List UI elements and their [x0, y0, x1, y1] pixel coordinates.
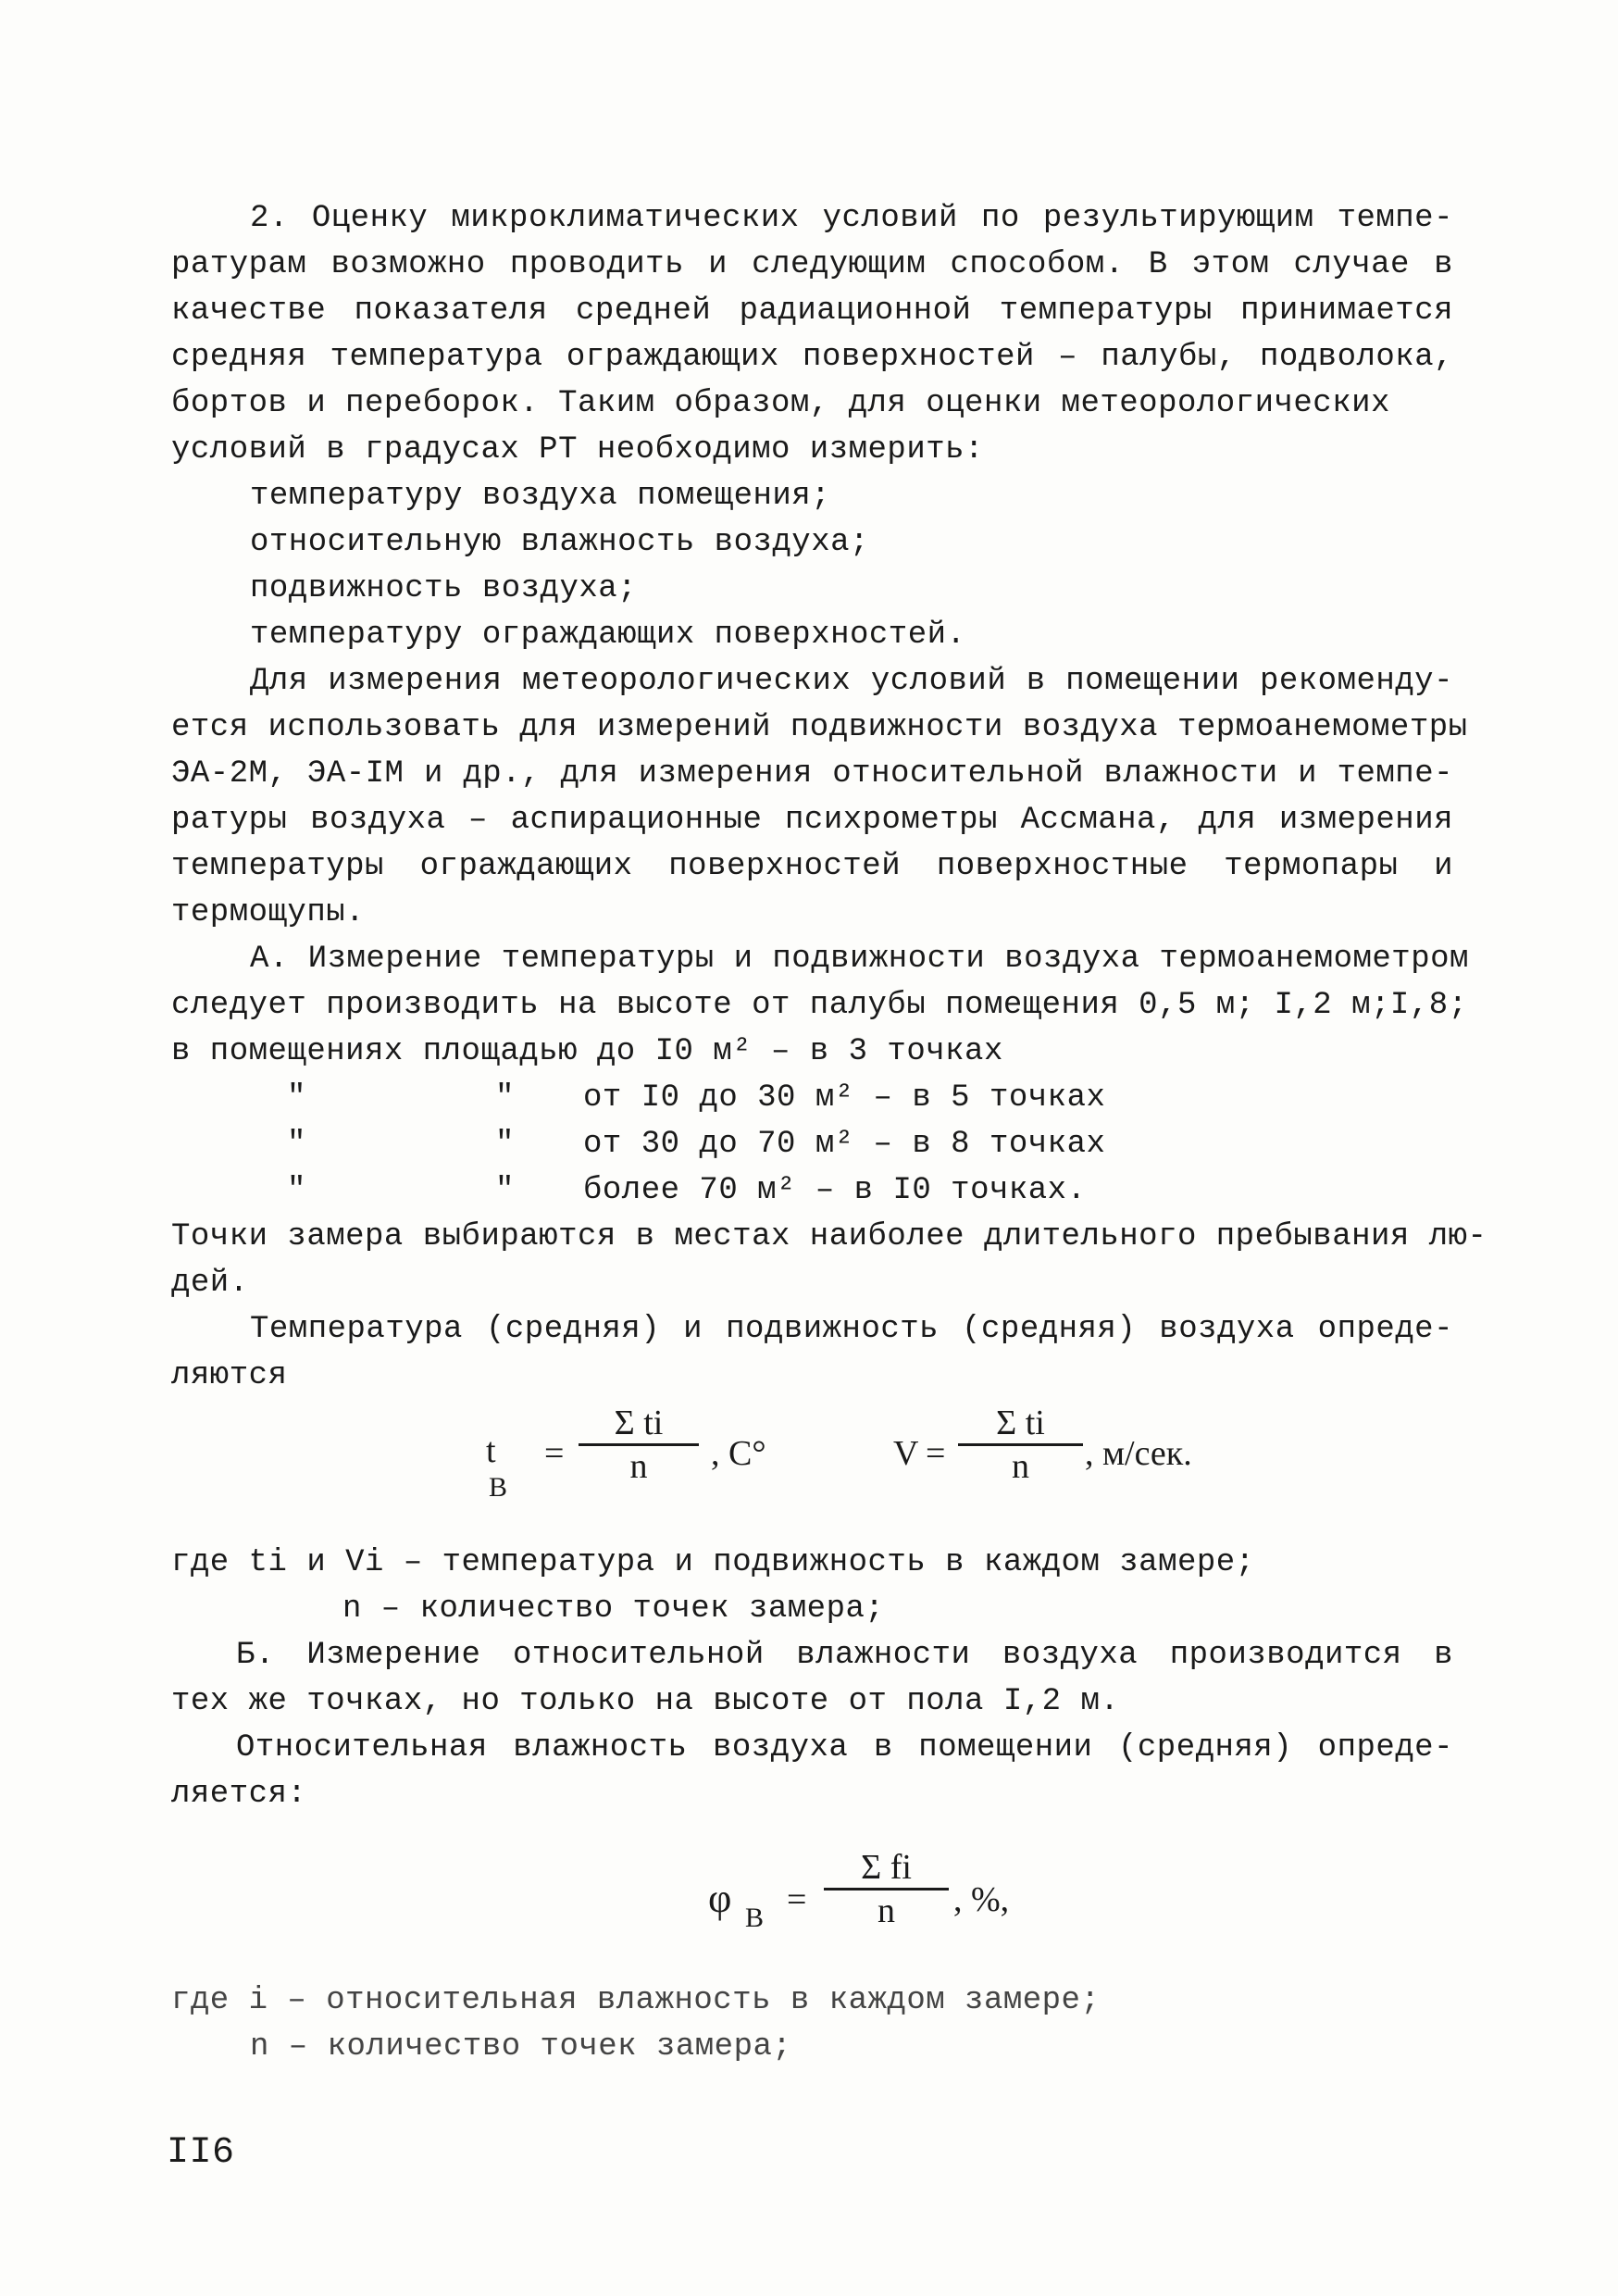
para2-line-3: ЭА-2М, ЭА-IM и др., для измерения относительной влажности и темпе- — [171, 756, 1453, 792]
measure-list-item-4: температуру ограждающих поверхностей. — [250, 618, 966, 653]
para-a-line-2: следует производить на высоте от палубы помещения 0,5 м; I,2 м;I,8; — [171, 988, 1468, 1023]
para-mean-line-2: ляются — [171, 1358, 288, 1393]
formula-unit: , С° — [711, 1434, 766, 1473]
para-b-line-2: тех же точках, но только на высоте от пола I,2 м. — [171, 1684, 1120, 1719]
where1-line-2: n – количество точек замера; — [342, 1591, 885, 1627]
where1-line-1: где ti и Vi – температура и подвижность в каждом замере; — [171, 1545, 1255, 1580]
para-b-line-1: Б. Измерение относительной влажности воздуха производится в — [236, 1638, 1453, 1673]
formula-denominator: n — [1012, 1447, 1029, 1486]
formula-equals: = — [787, 1880, 807, 1919]
ditto-mark: " — [287, 1080, 306, 1116]
page-number: II6 — [167, 2132, 235, 2174]
para2-line-5: температуры ограждающих поверхностей поверхностные термопары и — [171, 849, 1453, 884]
formula-fraction — [579, 1403, 699, 1487]
para-mean-line-1: Температура (средняя) и подвижность (средняя) воздуха опреде- — [250, 1312, 1453, 1347]
ditto-mark: " — [495, 1080, 515, 1116]
para-points-line-2: дей. — [171, 1266, 249, 1301]
para2-line-1: Для измерения метеорологических условий в помещении рекоменду- — [250, 664, 1453, 699]
para2-line-4: ратуры воздуха – аспирационные психрометры Ассмана, для измерения — [171, 803, 1453, 838]
para-rh-line-1: Относительная влажность воздуха в помещении (средняя) опреде- — [236, 1730, 1453, 1766]
formula-denominator: n — [877, 1891, 895, 1930]
para1-line-1: 2. Оценку микроклиматических условий по результирующим темпе- — [250, 201, 1453, 236]
para2-line-6: термощупы. — [171, 895, 366, 930]
formula-equals: = — [544, 1434, 565, 1473]
measure-list-item-3: подвижность воздуха; — [250, 571, 638, 606]
ditto-mark: " — [287, 1127, 306, 1162]
where2-line-2: n – количество точек замера; — [250, 2029, 792, 2065]
formula-unit: , м/сек. — [1085, 1434, 1192, 1473]
para2-line-2: ется использовать для измерений подвижности воздуха термоанемометры — [171, 710, 1468, 745]
formula-fraction — [958, 1403, 1083, 1487]
area-row-text: от 30 до 70 м² – в 8 точках — [583, 1127, 1106, 1162]
where2-line-1: где i – относительная влажность в каждом замере; — [171, 1983, 1101, 2018]
para1-line-2: ратурам возможно проводить и следующим способом. В этом случае в — [171, 247, 1453, 282]
formula-fraction — [824, 1847, 949, 1931]
ditto-mark: " — [287, 1173, 306, 1208]
measure-list-item-1: температуру воздуха помещения; — [250, 479, 831, 514]
formula-equals: = — [926, 1434, 946, 1473]
formula-lhs: t — [486, 1431, 496, 1470]
para1-line-5: бортов и переборок. Таким образом, для оценки метеорологических — [171, 386, 1390, 421]
para1-line-4: средняя температура ограждающих поверхностей – палубы, подволока, — [171, 340, 1453, 375]
para-a-line-3: в помещениях площадью до I0 м² – в 3 точках — [171, 1034, 1003, 1069]
formula-lhs-subscript: В — [489, 1472, 508, 1503]
area-row-text: более 70 м² – в I0 точках. — [583, 1173, 1087, 1208]
formula-lhs-subscript: В — [745, 1903, 765, 1933]
formula-numerator: Σ ti — [579, 1403, 699, 1446]
ditto-mark: " — [495, 1127, 515, 1162]
area-row-text: от I0 до 30 м² – в 5 точках — [583, 1080, 1106, 1116]
ditto-mark: " — [495, 1173, 515, 1208]
para-rh-line-2: ляется: — [171, 1777, 307, 1812]
formula-unit: , %, — [953, 1880, 1010, 1919]
formula-lhs: V — [893, 1434, 919, 1473]
formula-denominator: n — [629, 1447, 648, 1486]
formula-numerator: Σ ti — [958, 1403, 1083, 1446]
para1-line-6: условий в градусах РТ необходимо измерить: — [171, 432, 984, 468]
formula-lhs: φ — [708, 1876, 732, 1921]
measure-list-item-2: относительную влажность воздуха; — [250, 525, 869, 560]
para-a-line-1: А. Измерение температуры и подвижности воздуха термоанемометром — [250, 942, 1469, 977]
para-points-line-1: Точки замера выбираются в местах наиболее длительного пребывания лю- — [171, 1219, 1487, 1254]
formula-numerator: Σ fi — [824, 1847, 949, 1890]
para1-line-3: качестве показателя средней радиационной температуры принимается — [171, 293, 1453, 329]
